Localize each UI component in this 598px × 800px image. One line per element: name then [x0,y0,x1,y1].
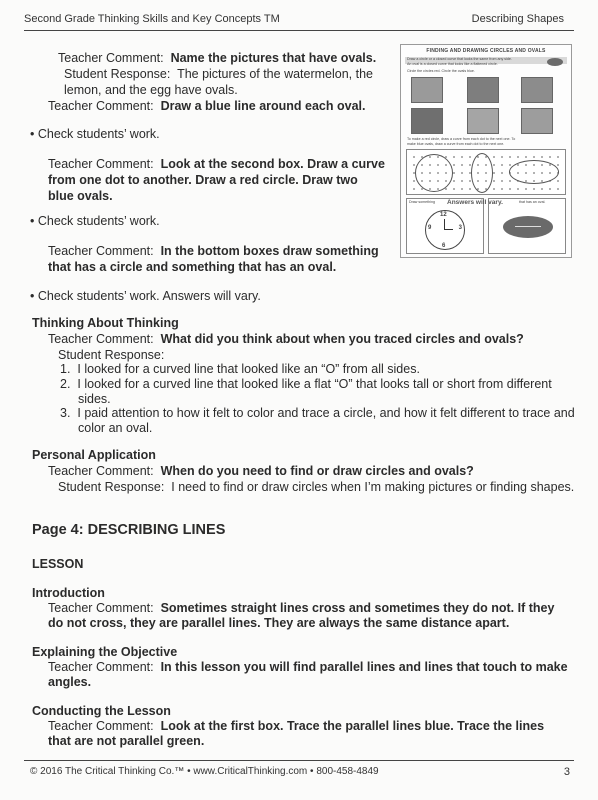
intro-teacher-comment: Teacher Comment: Sometimes straight lines cross and sometimes they do not. If they [48,601,555,615]
page-title: Page 4: DESCRIBING LINES [32,522,226,538]
draw-box-left [406,198,484,254]
footer-copyright: © 2016 The Critical Thinking Co.™ • www.CriticalThinking.com • 800-458-4849 [30,766,379,777]
thumbnail-title: FINDING AND DRAWING CIRCLES AND OVALS [426,48,546,54]
thumbnail-instruction-4: To make a red circle, draw a curve from each dot to the next one. To [407,137,516,141]
tracing-box [406,149,566,195]
running-header-section: Describing Shapes [471,13,564,25]
oval-shape-wide [509,160,559,184]
photo-thumbnail [411,77,443,103]
student-response-1: Student Response: The pictures of the watermelon, the [64,67,373,81]
photo-thumbnail [467,108,499,134]
section-heading-thinking: Thinking About Thinking [32,316,179,330]
photo-thumbnail [467,77,499,103]
thumbnail-instruction-5: make blue ovals, draw a curve from each dot to the next one. [407,142,505,146]
list-item: 3. I paid attention to how it felt to color and trace a circle, and how it felt different to trace and [60,406,575,420]
clock-icon [425,210,465,250]
teacher-comment-3: Teacher Comment: Look at the second box. Draw a curve [48,157,385,171]
worksheet-thumbnail [400,44,572,258]
section-heading-personal: Personal Application [32,448,156,462]
teacher-comment-3-line2: from one dot to another. Draw a red circle. Draw two [48,173,358,187]
list-item: 2. I looked for a curved line that looked like a flat “O” that looks tall or short from different [60,377,552,391]
teacher-comment-4: Teacher Comment: In the bottom boxes draw something [48,244,379,258]
list-item-cont: sides. [78,392,111,406]
list-item: 1. I looked for a curved line that looked like an “O” from all sides. [60,362,420,376]
answer-note: Answers will vary. [447,199,503,206]
check-note-2: • Check students’ work. [30,214,160,228]
thumbnail-instruction-3: Circle the circles red. Circle the ovals blue. [407,69,475,73]
thumbnail-instruction-2: An oval is a closed curve that looks like a flattened circle. [407,62,498,66]
page-number: 3 [563,766,570,778]
draw-box-right-label: that has an oval. [519,200,546,204]
photo-thumbnail [521,108,553,134]
conducting-teacher-comment-line2: that are not parallel green. [48,734,205,748]
oval-icon [547,58,563,66]
header-divider [24,30,574,31]
teacher-comment-1: Teacher Comment: Name the pictures that have ovals. [58,51,377,65]
personal-student-response: Student Response: I need to find or draw circles when I’m making pictures or finding shapes. [58,480,575,494]
photo-thumbnail [411,108,443,134]
teacher-comment-3-line3: blue ovals. [48,189,113,203]
check-note-3: • Check students’ work. Answers will vary. [30,289,261,303]
conducting-teacher-comment: Teacher Comment: Look at the first box. Trace the parallel lines blue. Trace the lines [48,719,545,733]
list-item-cont: color an oval. [78,421,153,435]
personal-teacher-comment: Teacher Comment: When do you need to find or draw circles and ovals? [48,464,474,478]
clock-number: 9 [428,225,432,231]
objective-teacher-comment-line2: angles. [48,675,92,689]
circle-shape [415,154,453,192]
section-heading-introduction: Introduction [32,586,105,600]
draw-box-right [488,198,566,254]
draw-box-left-label: Draw something [409,200,435,204]
teacher-comment-4-line2: that has a circle and something that has an oval. [48,260,337,274]
clock-hand-icon [444,229,453,230]
lesson-heading: LESSON [32,557,84,571]
football-lace-icon [515,226,541,227]
intro-teacher-comment-line2: do not cross, they are parallel lines. They are always the same distance apart. [48,616,510,630]
clock-number: 3 [458,225,462,231]
thinking-teacher-comment: Teacher Comment: What did you think about when you traced circles and ovals? [48,332,524,346]
running-header-title: Second Grade Thinking Skills and Key Concepts TM [24,13,280,25]
footer-divider [24,760,574,761]
section-heading-objective: Explaining the Objective [32,645,178,659]
clock-number: 12 [440,212,447,218]
teacher-comment-2: Teacher Comment: Draw a blue line around each oval. [48,99,366,113]
check-note-1: • Check students’ work. [30,127,160,141]
thinking-student-response-label: Student Response: [58,348,165,362]
thumbnail-instruction-1: Draw a circle or a closed curve that looks the same from any side. [407,57,512,61]
clock-number: 6 [442,243,446,249]
oval-shape-tall [471,153,493,193]
photo-thumbnail [521,77,553,103]
section-heading-conducting: Conducting the Lesson [32,704,171,718]
football-icon [503,216,553,238]
objective-teacher-comment: Teacher Comment: In this lesson you will find parallel lines and lines that touch to make [48,660,568,674]
student-response-1-cont: lemon, and the egg have ovals. [64,83,238,97]
